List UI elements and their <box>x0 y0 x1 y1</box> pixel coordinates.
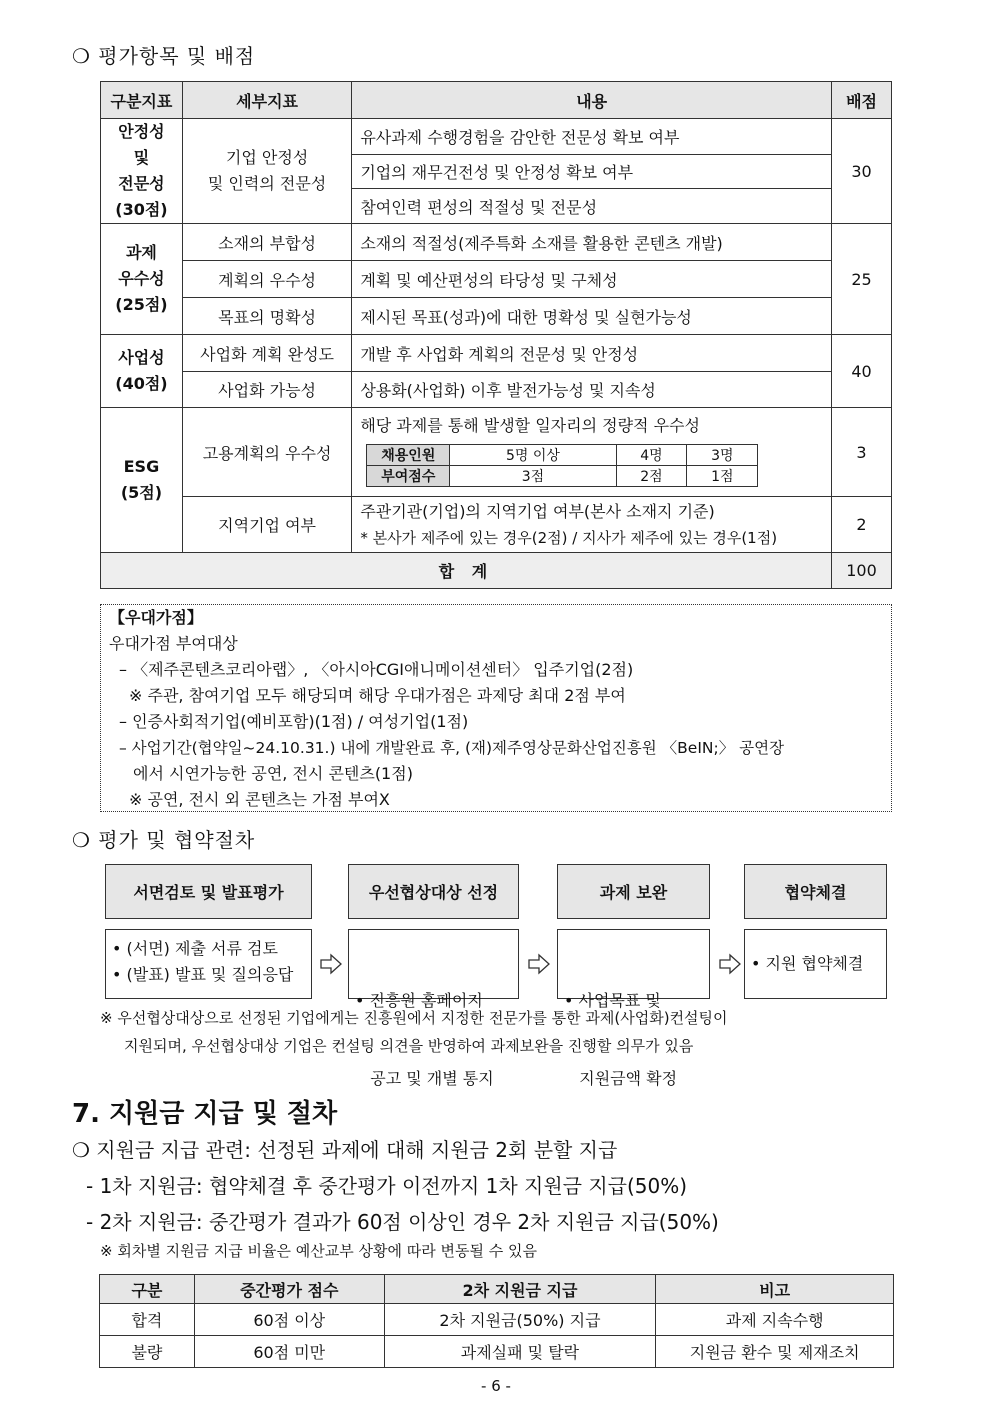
table-row <box>100 1304 894 1336</box>
table-row <box>101 224 892 261</box>
step-body-line: • 지원 협약체결 <box>751 954 864 973</box>
table-row <box>101 408 892 497</box>
table-cell: 60점 이상 <box>194 1304 384 1336</box>
category-line: 안정성 <box>118 122 165 141</box>
score-cell: 25 <box>832 224 892 335</box>
step-title: 우선협상대상 선정 <box>348 864 519 919</box>
category-cell <box>101 408 183 553</box>
table-header-row <box>101 82 892 119</box>
payment-line: - 2차 지원금: 중간평가 결과가 60점 이상인 경우 2차 지원금 지급(50%) <box>86 1210 719 1234</box>
content-cell <box>352 408 832 497</box>
sub-indicator-cell: 목표의 명확성 <box>182 298 351 335</box>
content-cell: 상용화(사업화) 이후 발전가능성 및 지속성 <box>352 372 832 408</box>
inner-header-cell: 채용인원 <box>367 445 450 466</box>
inner-cell: 2점 <box>616 466 687 487</box>
bonus-line: – 인증사회적기업(예비포함)(1점) / 여성기업(1점) <box>119 712 469 731</box>
inner-cell: 4명 <box>616 445 687 466</box>
sub-indicator-cell: 사업화 가능성 <box>182 372 351 408</box>
sub-indicator-cell: 고용계획의 우수성 <box>182 408 351 497</box>
content-note: * 본사가 제주에 있는 경우(2점) / 지사가 제주에 있는 경우(1점) <box>360 528 778 547</box>
inner-cell: 5명 이상 <box>450 445 616 466</box>
header-cell: 세부지표 <box>182 82 351 119</box>
total-score: 100 <box>832 553 892 589</box>
evaluation-score-table <box>100 81 892 589</box>
payment-note: ※ 회차별 지원금 지급 비율은 예산교부 상황에 따라 변동될 수 있음 <box>100 1242 537 1260</box>
step-body-line: • (서면) 제출 서류 검토 <box>112 939 278 958</box>
step-body-line: • 진흥원 홈페이지 <box>355 991 483 1010</box>
content-cell: 제시된 목표(성과)에 대한 명확성 및 실현가능성 <box>352 298 832 335</box>
category-line: (30점) <box>115 200 168 219</box>
step-body-line: • 사업목표 및 <box>564 991 661 1010</box>
sub-indicator-cell: 기업 안정성 및 인력의 전문성 <box>182 119 351 224</box>
inner-cell: 1점 <box>687 466 758 487</box>
page-number: - 6 - <box>481 1377 511 1395</box>
header-cell: 비고 <box>656 1275 894 1304</box>
table-cell: 합격 <box>100 1304 195 1336</box>
sub-indicator-cell: 지역기업 여부 <box>182 497 351 553</box>
content-cell <box>352 497 832 553</box>
note-line: ※ 우선협상대상으로 선정된 기업에게는 진흥원에서 지정한 전문가를 통한 과제(사업화)컨설팅이 <box>100 1009 728 1027</box>
category-line: 전문성 <box>118 174 165 193</box>
bonus-line: – 사업기간(협약일~24.10.31.) 내에 개발완료 후, (재)제주영상문화산업진흥원 〈BeIN;〉 공연장 <box>119 739 785 757</box>
header-cell: 구분지표 <box>101 82 183 119</box>
table-header-row <box>100 1275 894 1304</box>
step-body-line: 지원금액 확정 <box>564 1069 678 1088</box>
category-line: (5점) <box>120 483 163 502</box>
content-cell: 유사과제 수행경험을 감안한 전문성 확보 여부 <box>352 119 832 155</box>
sub-indicator-cell: 소재의 부합성 <box>182 224 351 261</box>
step-body-line: 공고 및 개별 통지 <box>355 1069 494 1088</box>
step-body <box>105 929 312 999</box>
arrow-right-icon <box>528 953 550 975</box>
bonus-points-box <box>100 604 892 812</box>
content-line: 주관기관(기업)의 지역기업 여부(본사 소재지 기준) <box>360 501 715 521</box>
score-cell: 2 <box>832 497 892 553</box>
table-row <box>101 261 892 298</box>
table-cell: 과제실패 및 탈락 <box>384 1336 656 1368</box>
total-label: 합 계 <box>101 553 832 589</box>
step-body <box>348 929 519 1088</box>
category-line: 우수성 <box>118 269 165 288</box>
table-row <box>367 445 758 466</box>
content-cell: 기업의 재무건전성 및 안정성 확보 여부 <box>352 154 832 189</box>
bonus-line: ※ 공연, 전시 외 콘텐츠는 가점 부여X <box>129 790 390 809</box>
payment-line: - 1차 지원금: 협약체결 후 중간평가 이전까지 1차 지원금 지급(50%) <box>86 1174 688 1198</box>
hiring-score-table <box>366 444 758 487</box>
score-cell: 40 <box>832 335 892 408</box>
step-body <box>557 929 710 1088</box>
payment-table <box>99 1274 894 1368</box>
payment-line: ❍ 지원금 지급 관련: 선정된 과제에 대해 지원금 2회 분할 지급 <box>72 1138 618 1162</box>
table-row <box>101 497 892 553</box>
bonus-title: 【우대가점】 <box>109 608 203 627</box>
table-cell: 2차 지원금(50%) 지급 <box>384 1304 656 1336</box>
step-title: 서면검토 및 발표평가 <box>105 864 312 919</box>
table-row <box>101 119 892 155</box>
note-line: 지원되며, 우선협상대상 기업은 컨설팅 의견을 반영하여 과제보완을 진행할 의무가 있음 <box>124 1037 694 1055</box>
content-cell: 계획 및 예산편성의 타당성 및 구체성 <box>352 261 832 298</box>
total-row <box>101 553 892 589</box>
category-cell <box>101 119 183 224</box>
table-row <box>101 298 892 335</box>
step-title: 과제 보완 <box>557 864 710 919</box>
bonus-line: 우대가점 부여대상 <box>109 634 238 653</box>
bonus-line: ※ 주관, 참여기업 모두 해당되며 해당 우대가점은 과제당 최대 2점 부여 <box>129 686 626 705</box>
table-row <box>101 372 892 408</box>
section-heading-eval: ❍ 평가항목 및 배점 <box>72 44 256 68</box>
header-cell: 2차 지원금 지급 <box>384 1275 656 1304</box>
content-cell: 개발 후 사업화 계획의 전문성 및 안정성 <box>352 335 832 372</box>
sub-indicator-cell: 계획의 우수성 <box>182 261 351 298</box>
step-body-line: • (발표) 발표 및 질의응답 <box>112 965 294 984</box>
content-cell: 소재의 적절성(제주특화 소재를 활용한 콘텐츠 개발) <box>352 224 832 261</box>
bonus-line: 에서 시연가능한 공연, 전시 콘텐츠(1점) <box>133 764 413 783</box>
category-line: ESG <box>123 457 160 476</box>
table-cell: 과제 지속수행 <box>656 1304 894 1336</box>
header-cell: 내용 <box>352 82 832 119</box>
inner-cell: 3명 <box>687 445 758 466</box>
category-line: 과제 <box>125 243 157 262</box>
header-cell: 중간평가 점수 <box>194 1275 384 1304</box>
section-7-title: 7. 지원금 지급 및 절차 <box>72 1099 338 1129</box>
table-cell: 불량 <box>100 1336 195 1368</box>
table-cell: 지원금 환수 및 제재조치 <box>656 1336 894 1368</box>
table-row <box>100 1336 894 1368</box>
bonus-line: – 〈제주콘텐츠코리아랩〉, 〈아시아CGI애니메이션센터〉 입주기업(2점) <box>119 660 634 679</box>
table-row <box>367 466 758 487</box>
category-line: 사업성 <box>118 348 165 367</box>
table-row <box>101 335 892 372</box>
category-cell <box>101 335 183 408</box>
procedure-note <box>100 1004 728 1060</box>
score-cell: 3 <box>832 408 892 497</box>
content-cell: 참여인력 편성의 적절성 및 전문성 <box>352 189 832 224</box>
section-heading-procedure: ❍ 평가 및 협약절차 <box>72 828 256 852</box>
score-cell: 30 <box>832 119 892 224</box>
arrow-right-icon <box>719 953 741 975</box>
category-line: (25점) <box>115 295 168 314</box>
header-cell: 구분 <box>100 1275 195 1304</box>
inner-header-cell: 부여점수 <box>367 466 450 487</box>
inner-cell: 3점 <box>450 466 616 487</box>
step-body <box>744 929 887 999</box>
header-cell: 배점 <box>832 82 892 119</box>
step-title: 협약체결 <box>744 864 887 919</box>
arrow-right-icon <box>320 953 342 975</box>
category-cell <box>101 224 183 335</box>
category-line: 및 <box>133 148 150 167</box>
content-line: 해당 과제를 통해 발생할 일자리의 정량적 우수성 <box>360 416 700 435</box>
table-cell: 60점 미만 <box>194 1336 384 1368</box>
sub-indicator-cell: 사업화 계획 완성도 <box>182 335 351 372</box>
category-line: (40점) <box>115 374 168 393</box>
